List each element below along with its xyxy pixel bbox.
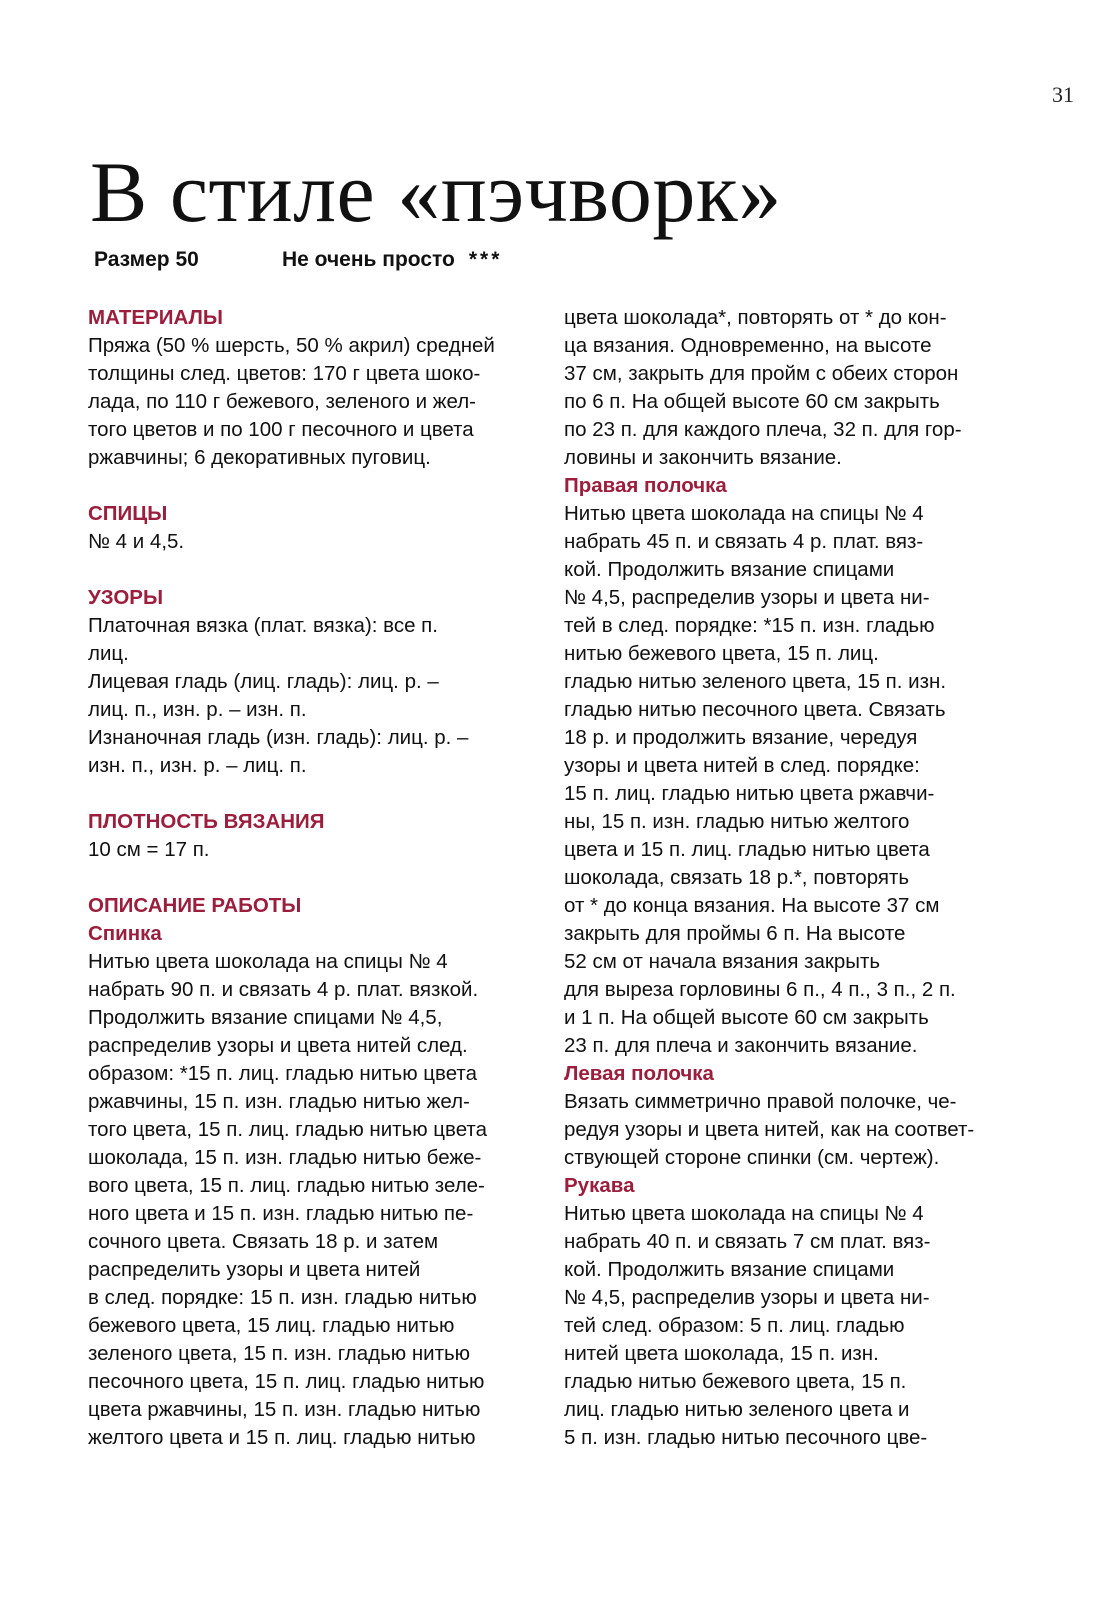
difficulty-stars: *** [468,248,503,271]
density-text: 10 см = 17 п. [88,838,210,861]
pattern-meta [94,248,503,272]
materials-text: Пряжа (50 % шерсть, 50 % акрил) средней толщины след. цветов: 170 г цвета шоко- лада, по 110 г бежевого, зеленого и жел- того цветов и по 100 г песочного и цвета ржавчины; 6 декоративных пуговиц. [88,334,495,469]
materials-heading: МАТЕРИАЛЫ [88,306,223,329]
right-front-text: Нитью цвета шоколада на спицы № 4 набрать 45 п. и связать 4 р. плат. вяз- кой. Продолжить вязание спицами № 4,5, распределив узоры и цвета ни- тей в след. порядке: *15 п. изн. гладью нитью бежевого цвета, 15 п. лиц. гладью нитью зеленого цвета, 15 п. изн. гладью нитью песочного цвета. Связать 18 р. и продолжить вязание, чередуя узоры и цвета нитей в след. порядке: 15 п. лиц. гладью нитью цвета ржавчи- ны, 15 п. изн. гладью нитью желтого цвета и 15 п. лиц. гладью нитью цвета шоколада, связать 18 р.*, повторять от * до конца вязания. На высоте 37 см закрыть для проймы 6 п. На высоте 52 см от начала вязания закрыть для выреза горловины 6 п., 4 п., 3 п., 2 п. и 1 п. На общей высоте 60 см закрыть 23 п. для плеча и закончить вязание. [564,502,956,1057]
difficulty-label: Не очень просто [282,248,455,271]
right-column [564,304,1016,1452]
density-heading: ПЛОТНОСТЬ ВЯЗАНИЯ [88,810,325,833]
section-spacer [88,556,540,584]
page-title: В стиле «пэчворк» [90,144,782,240]
left-front-heading: Левая полочка [564,1062,714,1085]
patterns-text: Платочная вязка (плат. вязка): все п. лиц. Лицевая гладь (лиц. гладь): лиц. р. – лиц. п., изн. р. – изн. п. Изнаночная гладь (изн. гладь): лиц. р. – изн. п., изн. р. – лиц. п. [88,614,469,777]
page-number: 31 [1052,82,1074,107]
section-spacer [88,472,540,500]
needles-heading: СПИЦЫ [88,502,168,525]
section-spacer [88,780,540,808]
sleeves-text: Нитью цвета шоколада на спицы № 4 набрать 40 п. и связать 7 см плат. вяз- кой. Продолжить вязание спицами № 4,5, распределив узоры и цвета ни- тей след. образом: 5 п. лиц. гладью нитей цвета шоколада, 15 п. изн. гладью нитью бежевого цвета, 15 п. лиц. гладью нитью зеленого цвета и 5 п. изн. гладью нитью песочного цве- [564,1202,931,1449]
difficulty [282,248,502,272]
description-heading: ОПИСАНИЕ РАБОТЫ [88,894,302,917]
size-label: Размер 50 [94,248,199,271]
patterns-heading: УЗОРЫ [88,586,164,609]
sleeves-heading: Рукава [564,1174,635,1197]
back-text: Нитью цвета шоколада на спицы № 4 набрать 90 п. и связать 4 р. плат. вязкой. Продолжить вязание спицами № 4,5, распределив узоры и цвета нитей след. образом: *15 п. лиц. гладью нитью цвета ржавчины, 15 п. изн. гладью нитью жел- того цвета, 15 п. лиц. гладью нитью цвета шоколада, 15 п. изн. гладью нитью беже- вого цвета, 15 п. лиц. гладью нитью зеле- ного цвета и 15 п. изн. гладью нитью пе- сочного цвета. Связать 18 р. и затем распределить узоры и цвета нитей в след. порядке: 15 п. изн. гладью нитью бежевого цвета, 15 лиц. гладью нитью зеленого цвета, 15 п. изн. гладью нитью песочного цвета, 15 п. лиц. гладью нитью цвета ржавчины, 15 п. изн. гладью нитью желтого цвета и 15 п. лиц. гладью нитью [88,950,487,1449]
left-front-text: Вязать симметрично правой полочке, че- редуя узоры и цвета нитей, как на соответ- ствующей стороне спинки (см. чертеж). [564,1090,975,1169]
left-column [88,304,540,1452]
back-heading: Спинка [88,922,162,945]
right-front-heading: Правая полочка [564,474,727,497]
back-text-continued: цвета шоколада*, повторять от * до кон- ца вязания. Одновременно, на высоте 37 см, закрыть для пройм с обеих сторон по 6 п. На общей высоте 60 см закрыть по 23 п. для каждого плеча, 32 п. для гор- ловины и закончить вязание. [564,306,962,469]
section-spacer [88,864,540,892]
needles-text: № 4 и 4,5. [88,530,185,553]
